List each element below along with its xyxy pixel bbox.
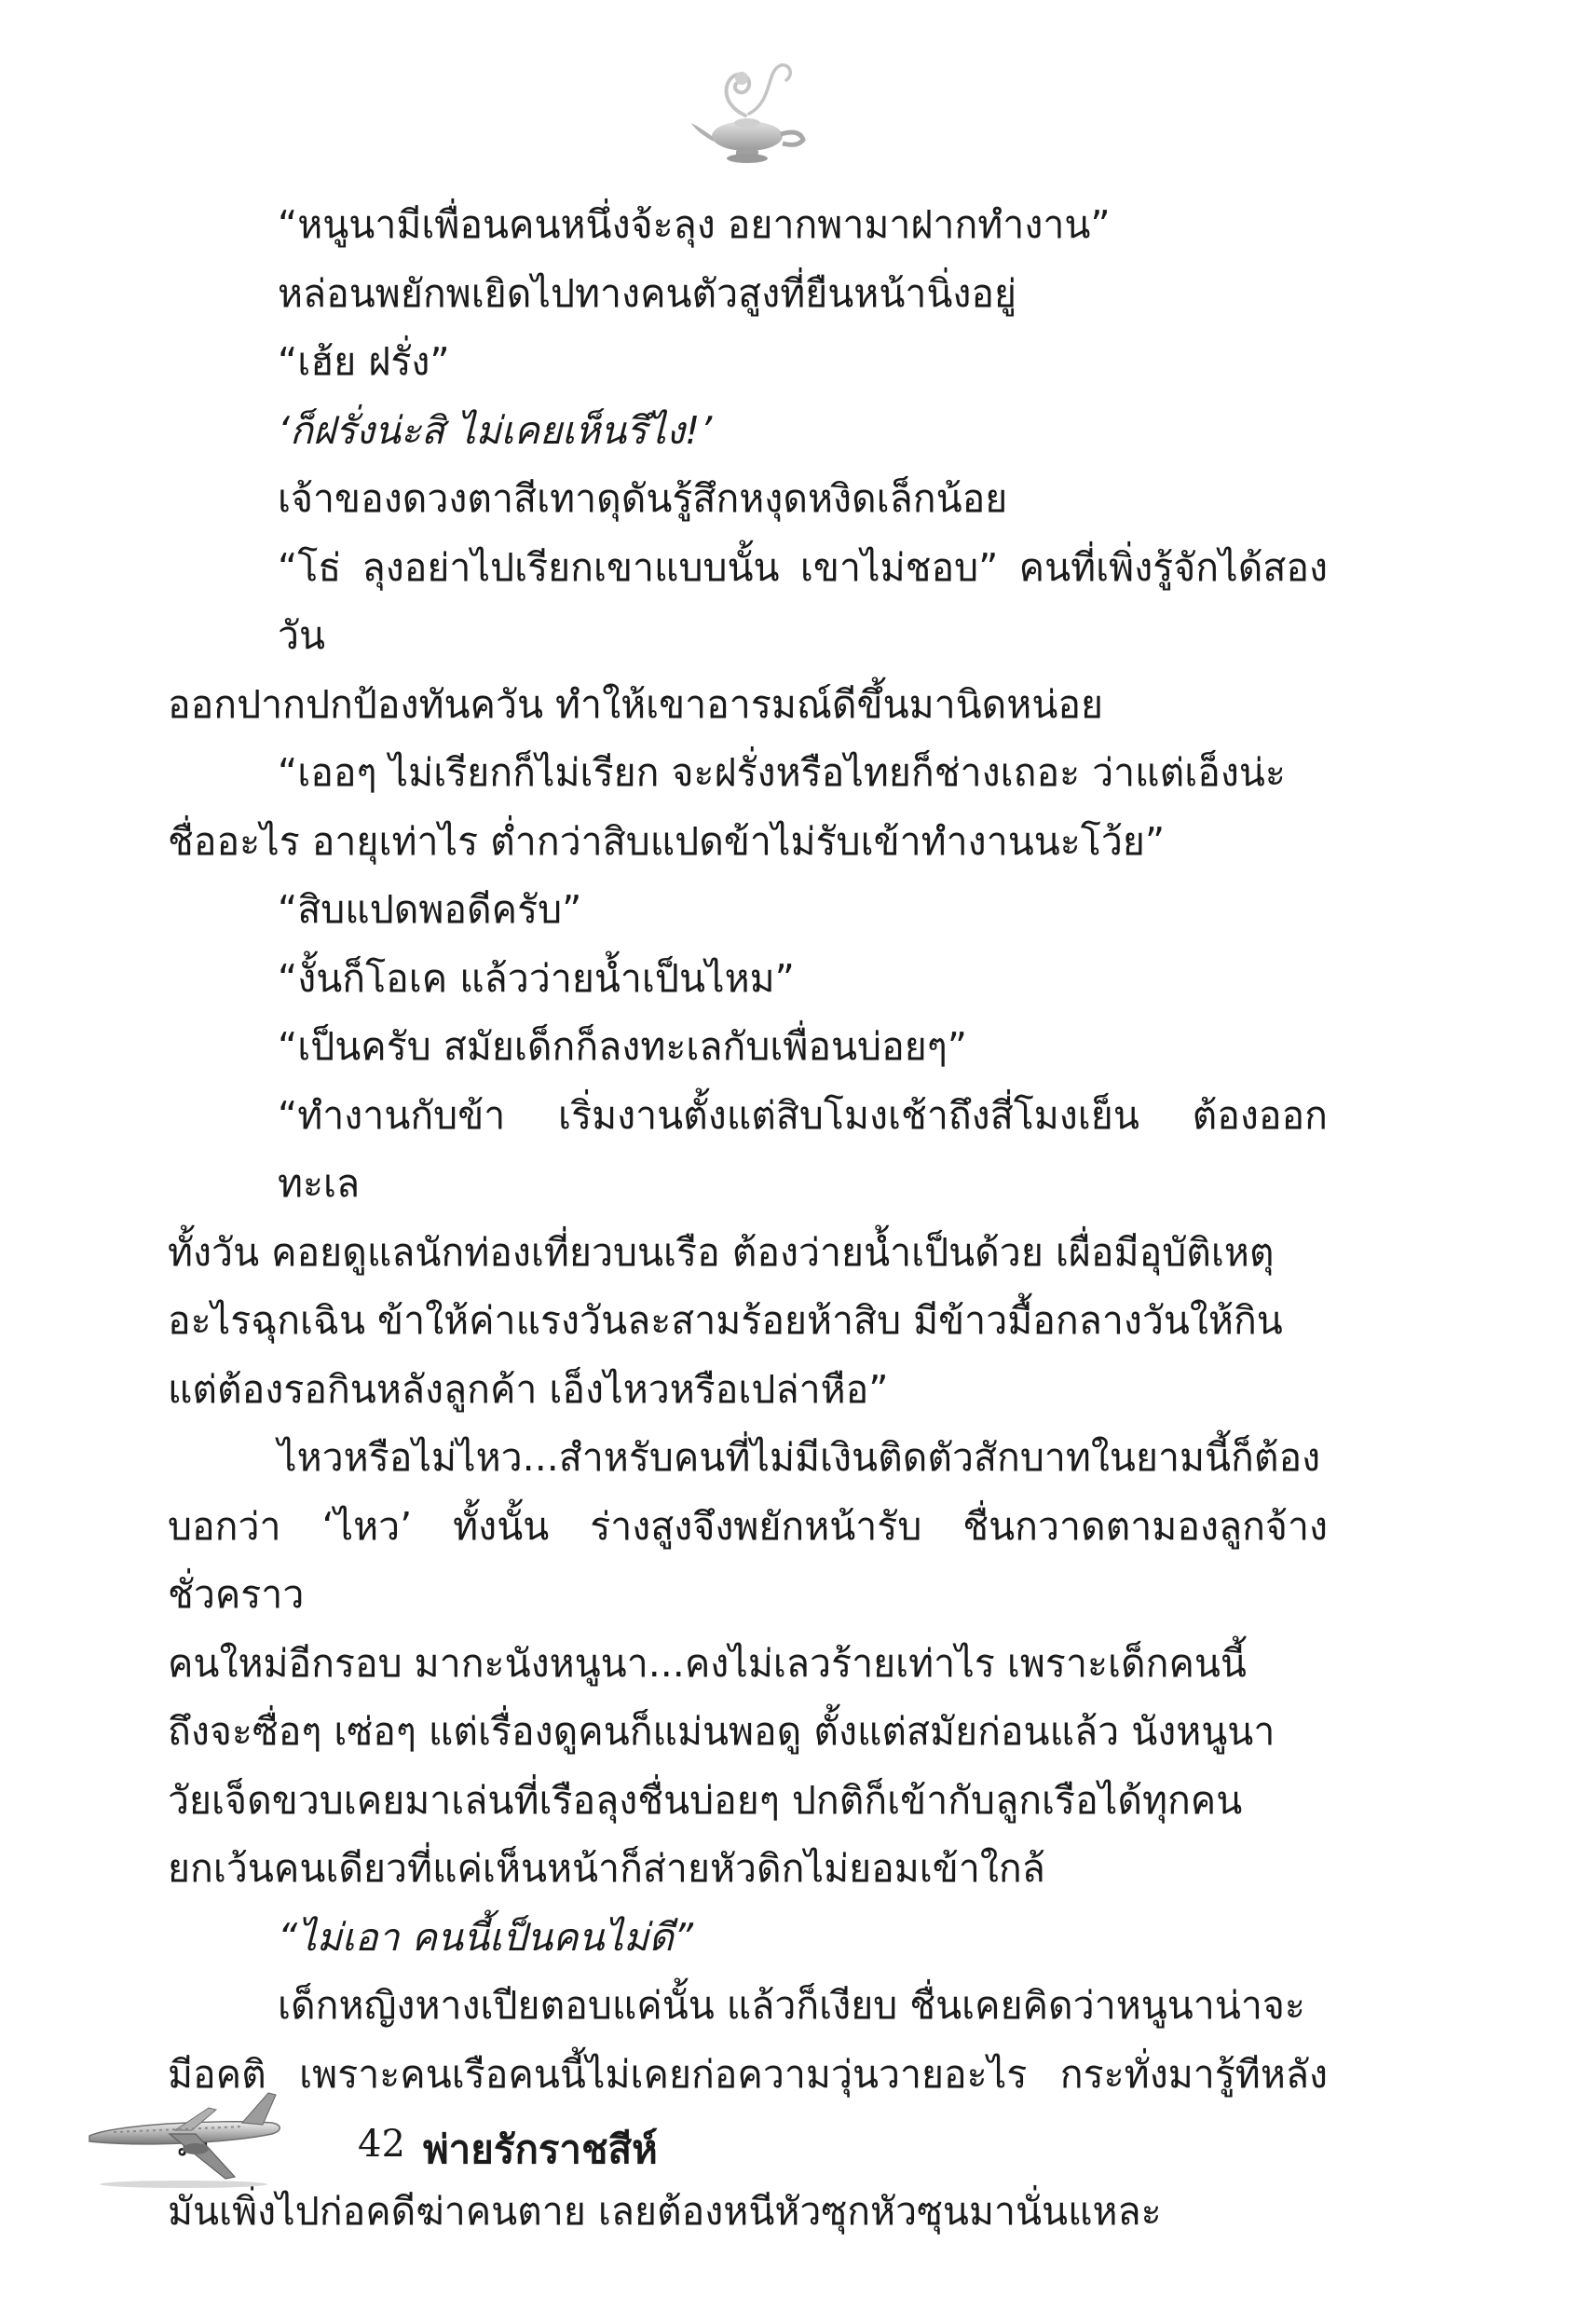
body-paragraph: ชื่ออะไร อายุเท่าไร ต่ำกว่าสิบแปดข้าไม่รับเข้าทำงานนะโว้ย” bbox=[168, 818, 1166, 864]
body-paragraph: คนใหม่อีกรอบ มากะนังหนูนา...คงไม่เลวร้ายเท่าไร เพราะเด็กคนนี้ bbox=[168, 1640, 1247, 1686]
body-paragraph: “หนูนามีเพื่อนคนหนึ่งจ้ะลุง อยากพามาฝากทำงาน” bbox=[278, 202, 1111, 247]
body-paragraph: บอกว่า ‘ไหว’ ทั้งนั้น ร่างสูงจึงพยักหน้ารับ ชื่นกวาดตามองลูกจ้างชั่วคราว bbox=[168, 1503, 1328, 1617]
body-paragraph: “งั้นก็โอเค แล้วว่ายน้ำเป็นไหม” bbox=[278, 955, 795, 1001]
body-paragraph: “โธ่ ลุงอย่าไปเรียกเขาแบบนั้น เขาไม่ชอบ” คนที่เพิ่งรู้จักได้สองวัน bbox=[278, 544, 1328, 658]
body-paragraph: วัยเจ็ดขวบเคยมาเล่นที่เรือลุงชื่นบ่อยๆ ปกติก็เข้ากับลูกเรือได้ทุกคน bbox=[168, 1777, 1243, 1823]
body-paragraph: ทั้งวัน คอยดูแลนักท่องเที่ยวบนเรือ ต้องว่ายน้ำเป็นด้วย เผื่อมีอุบัติเหตุ bbox=[168, 1229, 1275, 1275]
body-paragraph: แต่ต้องรอกินหลังลูกค้า เอ็งไหวหรือเปล่าหือ” bbox=[168, 1366, 889, 1412]
body-paragraph: “ทำงานกับข้า เริ่มงานตั้งแต่สิบโมงเช้าถึงสี่โมงเย็น ต้องออกทะเล bbox=[278, 1092, 1328, 1206]
body-text bbox=[168, 191, 1328, 2246]
body-paragraph: “ไม่เอา คนนี้เป็นคนไม่ดี” bbox=[278, 1914, 694, 1960]
body-paragraph: “เออๆ ไม่เรียกก็ไม่เรียก จะฝรั่งหรือไทยก็ช่างเถอะ ว่าแต่เอ็งน่ะ bbox=[278, 750, 1286, 795]
body-paragraph: อะไรฉุกเฉิน ข้าให้ค่าแรงวันละสามร้อยห้าสิบ มีข้าวมื้อกลางวันให้กิน bbox=[168, 1298, 1283, 1343]
genie-lamp-icon bbox=[680, 58, 811, 170]
body-paragraph: หล่อนพยักพเยิดไปทางคนตัวสูงที่ยืนหน้านิ่งอยู่ bbox=[278, 270, 1017, 316]
airplane-icon bbox=[86, 2087, 286, 2190]
body-paragraph: ไหวหรือไม่ไหว...สำหรับคนที่ไม่มีเงินติดตัวสักบาทในยามนี้ก็ต้อง bbox=[278, 1435, 1321, 1480]
page-number: 42 bbox=[358, 2123, 405, 2166]
page-footer bbox=[86, 2087, 738, 2190]
body-paragraph: ออกปากปกป้องทันควัน ทำให้เขาอารมณ์ดีขึ้นมานิดหน่อย bbox=[168, 681, 1103, 727]
body-paragraph: เด็กหญิงหางเปียตอบแค่นั้น แล้วก็เงียบ ชื่นเคยคิดว่าหนูนาน่าจะ bbox=[278, 1983, 1305, 2028]
body-paragraph: ‘ก็ฝรั่งน่ะสิ ไม่เคยเห็นรึไง!’ bbox=[278, 407, 713, 453]
body-paragraph: เจ้าของดวงตาสีเทาดุดันรู้สึกหงุดหงิดเล็กน้อย bbox=[278, 476, 1008, 521]
body-paragraph: “เป็นครับ สมัยเด็กก็ลงทะเลกับเพื่อนบ่อยๆ” bbox=[278, 1024, 967, 1069]
body-paragraph: “สิบแปดพอดีครับ” bbox=[278, 887, 582, 932]
body-paragraph: ถึงจะซื่อๆ เซ่อๆ แต่เรื่องดูคนก็แม่นพอดู ตั้งแต่สมัยก่อนแล้ว นังหนูนา bbox=[168, 1709, 1275, 1754]
body-paragraph: มีอคติ เพราะคนเรือคนนี้ไม่เคยก่อความวุ่นวายอะไร กระทั่งมารู้ทีหลัง bbox=[168, 2051, 1328, 2097]
book-title: พ่ายรักราชสีห์ bbox=[423, 2126, 658, 2172]
body-paragraph: มันเพิ่งไปก่อคดีฆ่าคนตาย เลยต้องหนีหัวซุกหัวซุนมานั่นแหละ bbox=[168, 2188, 1162, 2234]
body-paragraph: ยกเว้นคนเดียวที่แค่เห็นหน้าก็ส่ายหัวดิกไม่ยอมเข้าใกล้ bbox=[168, 1846, 1045, 1891]
body-paragraph: “เฮ้ย ฝรั่ง” bbox=[278, 339, 450, 384]
